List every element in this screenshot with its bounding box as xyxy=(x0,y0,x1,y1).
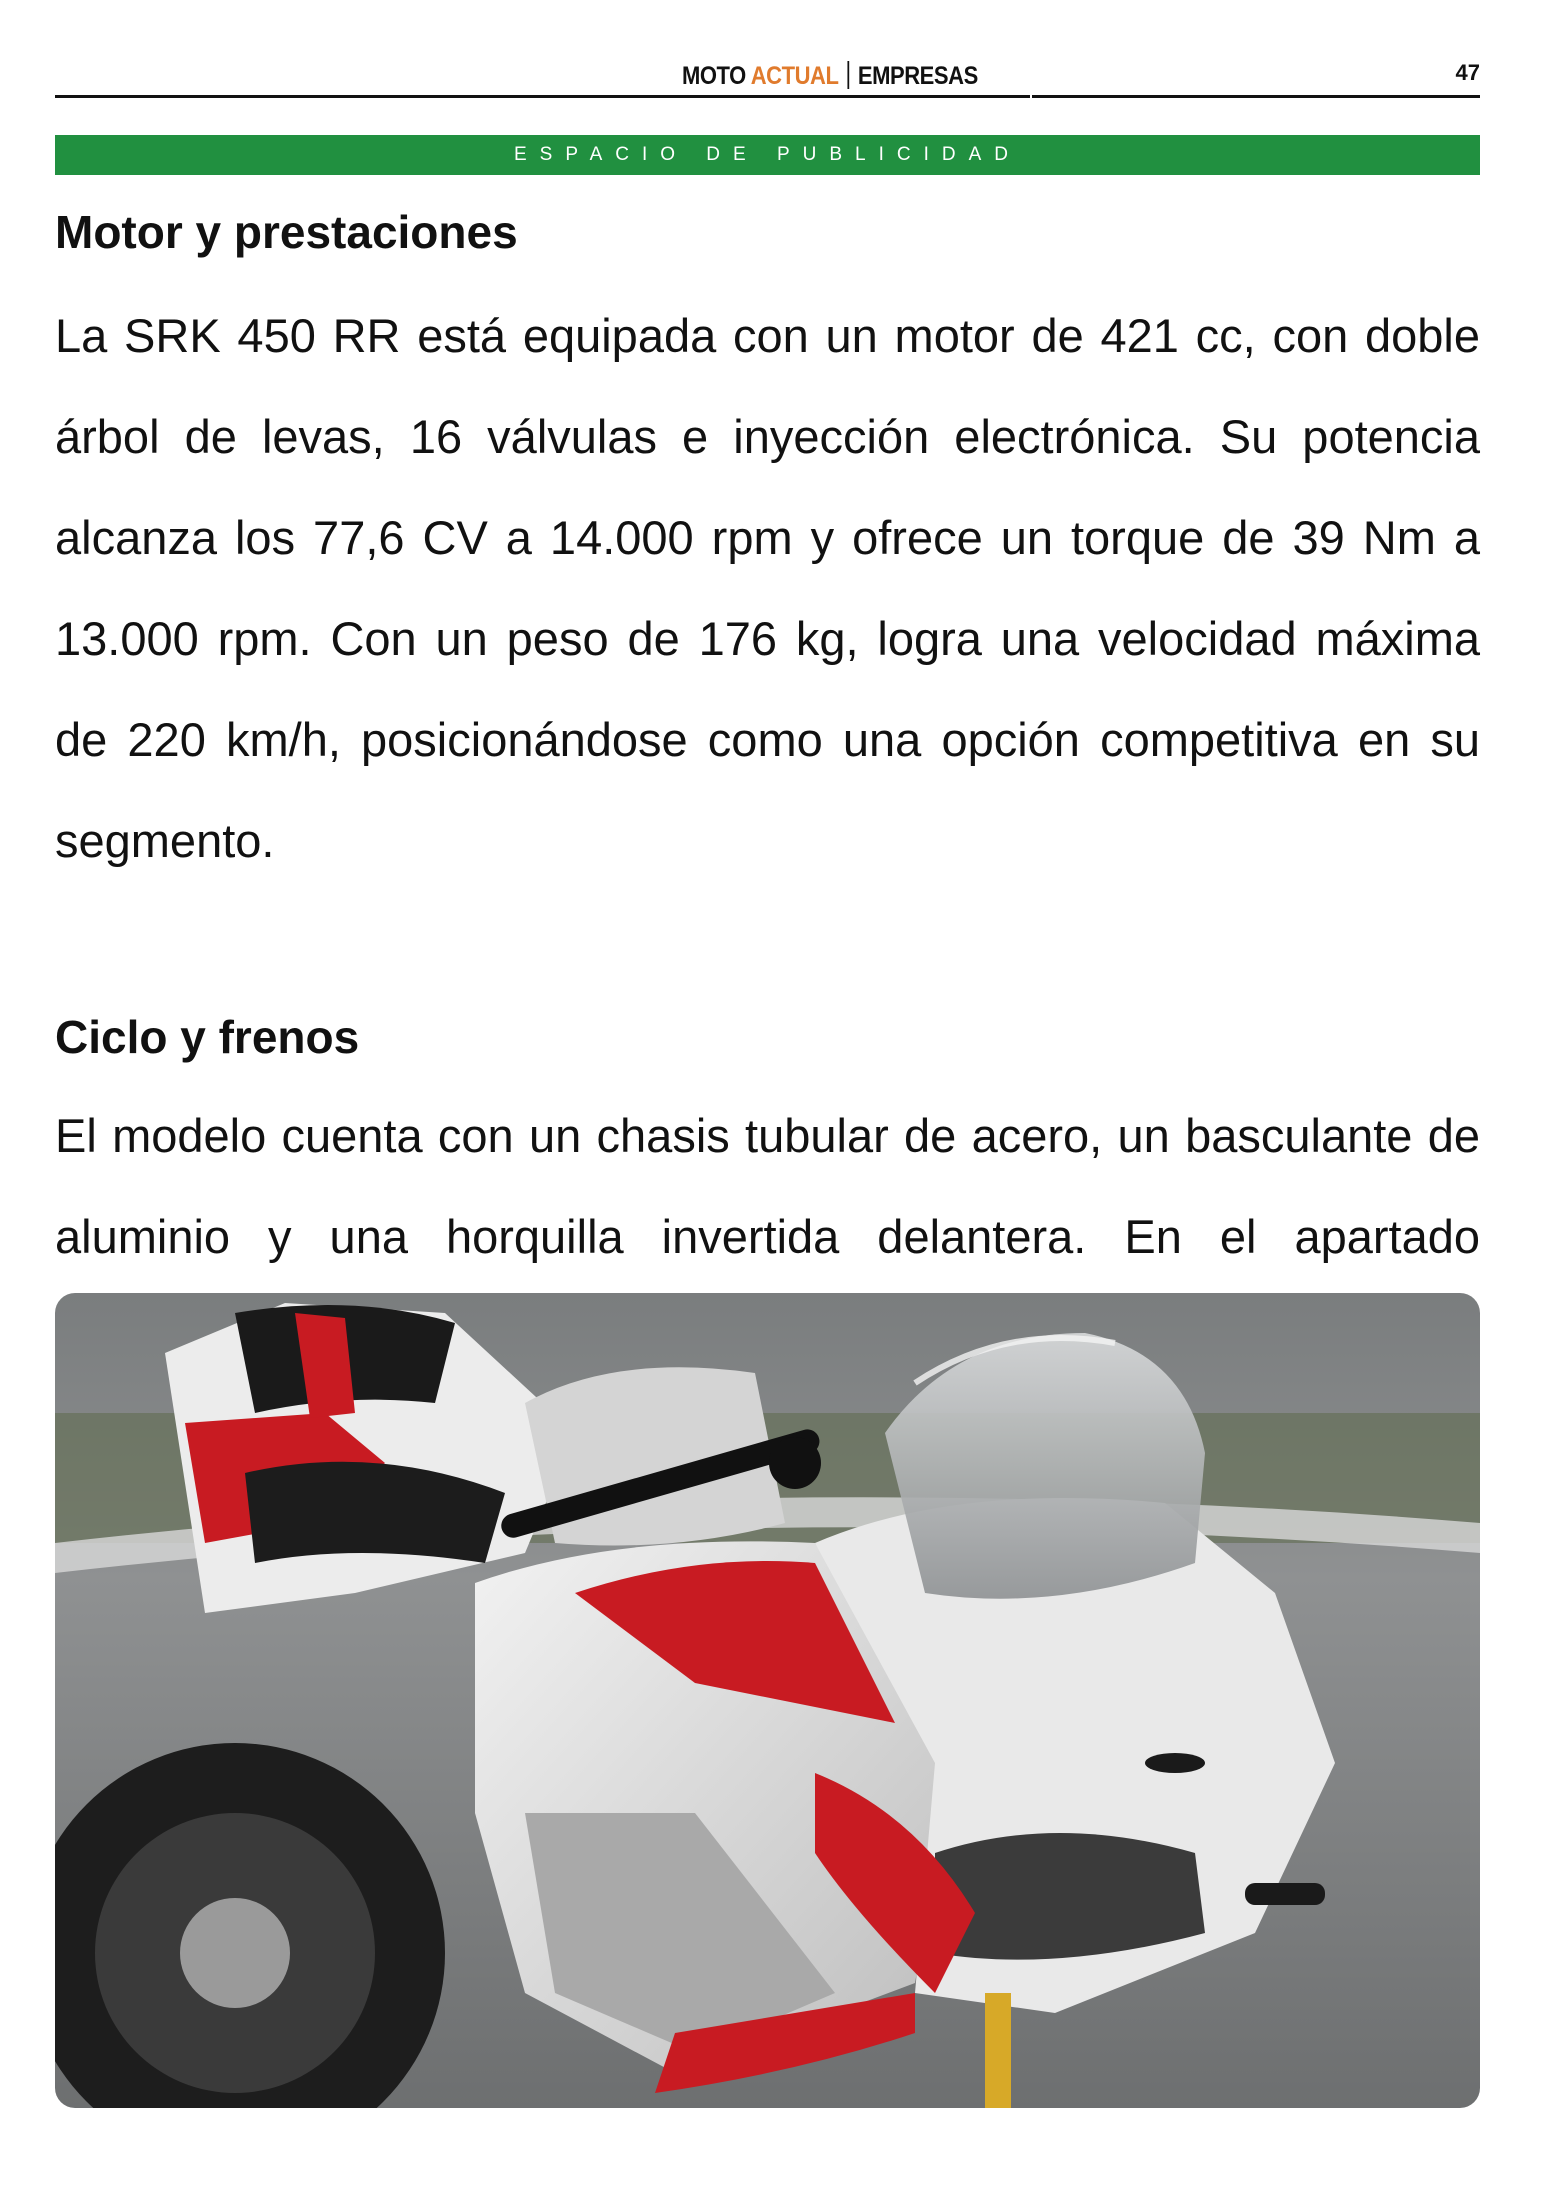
section-heading-ciclo: Ciclo y frenos xyxy=(55,1011,360,1063)
section-name: EMPRESAS xyxy=(857,62,978,90)
section-body-ciclo: El modelo cuenta con un chasis tubular de acero, un basculante de aluminio y una horquilla invertida delantera. En el apartado xyxy=(55,1109,1480,1263)
brand-separator xyxy=(847,61,849,89)
page-number: 47 xyxy=(1455,60,1480,85)
motorcycle-photo xyxy=(55,1293,1480,2108)
header-rule-right xyxy=(1032,95,1480,98)
brand-moto: MOTO xyxy=(682,62,746,90)
magazine-brand xyxy=(682,61,978,91)
brand-actual: ACTUAL xyxy=(750,62,839,90)
ad-space-banner: ESPACIO DE PUBLICIDAD xyxy=(55,135,1480,175)
section-body-motor: La SRK 450 RR está equipada con un motor de 421 cc, con doble árbol de levas, 16 válvulas e inyección electrónica. Su potencia alcanza los 77,6 CV a 14.000 rpm y ofrece un torque de 39 Nm a 13.000 rpm. Con un peso de 176 kg, logra una velocidad máxima de 220 km/h, posicionándose como una opción competitiva en su segmento. xyxy=(55,309,1480,867)
page-header xyxy=(55,55,1480,100)
section-heading-motor: Motor y prestaciones xyxy=(55,206,518,258)
header-rule-left xyxy=(55,95,1030,98)
